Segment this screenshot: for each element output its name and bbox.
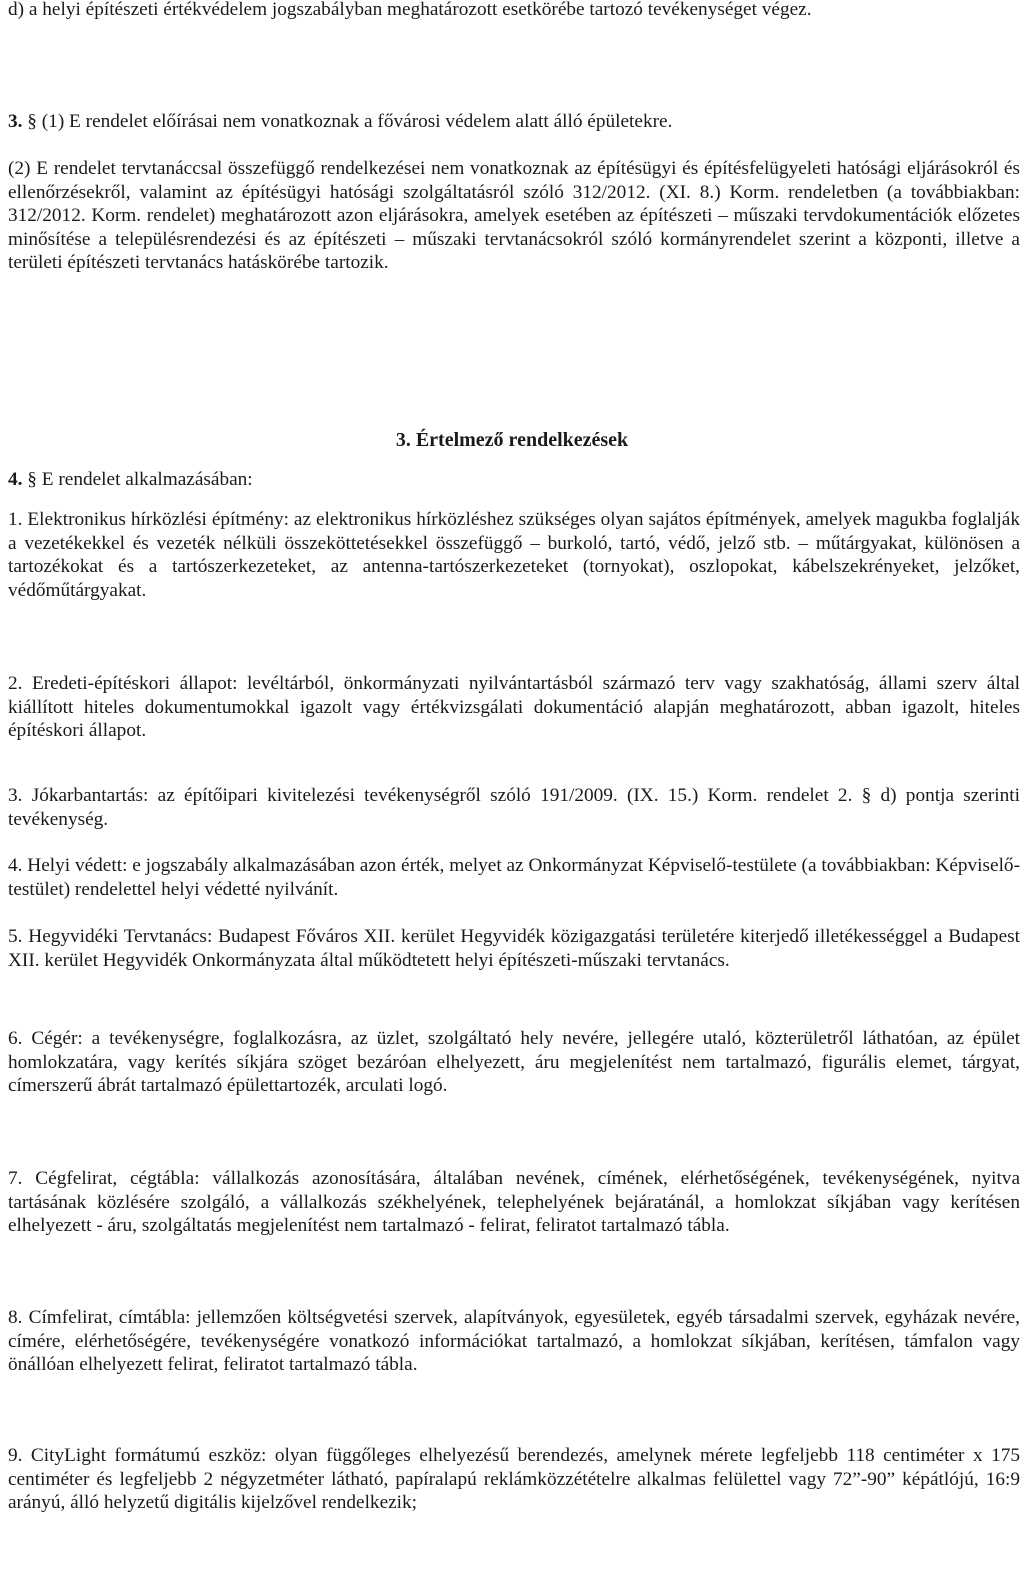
definition-1: 1. Elektronikus hírközlési építmény: az elektronikus hírközléshez szükséges olyan sajátos építmények, amelyek magukba foglalják a vezetékekkel és vezeték nélküli összeköttetésekkel összefüggő – burkoló, tartó, védő, jelző stb. – műtárgyakat, különösen a tartozékokat és a tartószerkezeteket, az antenna-tartószerkezeteket (tornyokat), oszlopokat, kábelszekrényeket, jelzőket, védőműtárgyakat. <box>8 509 1020 601</box>
section-3-paragraph-2: (2) E rendelet tervtanáccsal összefüggő rendelkezései nem vonatkoznak az építésügyi és építésfelügyeleti hatósági eljárásokról és ellenőrzésekről, valamint az építésügyi hatósági szolgáltatásról szóló 312/2012. (XI. 8.) Korm. rendeletben (a továbbiakban: 312/2012. Korm. rendelet) meghatározott azon eljárásokra, amelyek esetében az építészeti – műszaki tervdokumentációk előzetes minősítése a településrendezési és az építészeti – műszaki tervtanácsokról szóló kormányrendelet szerint a központi, illetve a területi építészeti tervtanács hatáskörébe tartozik. <box>8 158 1020 273</box>
section-4-intro <box>8 468 1020 492</box>
definition-8: 8. Címfelirat, címtábla: jellemzően költségvetési szervek, alapítványok, egyesületek, egyéb társadalmi szervek, egyházak nevére, címére, elérhetőségére, tevékenységére vonatkozó információkat tartalmazó, a homlokzat síkjában, kerítésen, támfalon vagy önállóan elhelyezett felirat, feliratot tartalmazó tábla. <box>8 1307 1020 1375</box>
definition-6: 6. Cégér: a tevékenységre, foglalkozásra, az üzlet, szolgáltató hely nevére, jellegére utaló, közterületről láthatóan, az épület homlokzatára, vagy kerítés síkjára szöget bezáróan elhelyezett, áru megjelenítést nem tartalmazó, figurális elemet, tárgyat, címerszerű ábrát tartalmazó épülettartozék, arculati logó. <box>8 1028 1020 1096</box>
paragraph-d-continuation: d) a helyi építészeti értékvédelem jogszabályban meghatározott esetkörébe tartozó tevékenységet végez. <box>8 0 812 20</box>
definition-4: 4. Helyi védett: e jogszabály alkalmazásában azon érték, melyet az Onkormányzat Képviselő-testülete (a továbbiakban: Képviselő-testület) rendelettel helyi védetté nyilvánít. <box>8 855 1020 900</box>
section-3-text: § (1) E rendelet előírásai nem vonatkoznak a fővárosi védelem alatt álló épületekre. <box>27 111 673 132</box>
section-4-text: § E rendelet alkalmazásában: <box>27 469 253 490</box>
chapter-heading: 3. Értelmező rendelkezések <box>395 429 629 451</box>
definition-9: 9. CityLight formátumú eszköz: olyan függőleges elhelyezésű berendezés, amelynek mérete legfeljebb 118 centiméter x 175 centiméter és legfeljebb 2 négyzetméter látható, papíralapú reklámközzétételre alkalmas felülettel vagy 72”-90” képátlójú, 16:9 arányú, álló helyzetű digitális kijelzővel rendelkezik; <box>8 1445 1020 1513</box>
definition-7: 7. Cégfelirat, cégtábla: vállalkozás azonosítására, általában nevének, címének, elérhetőségének, tevékenységének, nyitva tartásának közlésére szolgáló, a vállalkozás székhelyének, telephelyének bejáratánál, a homlokzat síkjában vagy kerítésen elhelyezett - áru, szolgáltatás megjelenítést nem tartalmazó - felirat, feliratot tartalmazó tábla. <box>8 1168 1020 1236</box>
definition-5: 5. Hegyvidéki Tervtanács: Budapest Főváros XII. kerület Hegyvidék közigazgatási területére kiterjedő illetékességgel a Budapest XII. kerület Hegyvidék Onkormányzata által működtetett helyi építészeti-műszaki tervtanács. <box>8 926 1020 971</box>
section-4-number: 4. <box>8 469 23 490</box>
definition-3: 3. Jókarbantartás: az építőipari kivitelezési tevékenységről szóló 191/2009. (IX. 15.) Korm. rendelet 2. § d) pontja szerinti tevékenység. <box>8 785 1020 830</box>
definition-2: 2. Eredeti-építéskori állapot: levéltárból, önkormányzati nyilvántartásból származó terv vagy szakhatóság, állami szerv által kiállított hiteles dokumentumokkal igazolt vagy értékvizsgálati dokumentáció alapján meghatározott, abban igazolt, hiteles építéskori állapot. <box>8 673 1020 741</box>
section-3-paragraph-1 <box>8 110 1020 134</box>
section-3-number: 3. <box>8 111 23 132</box>
